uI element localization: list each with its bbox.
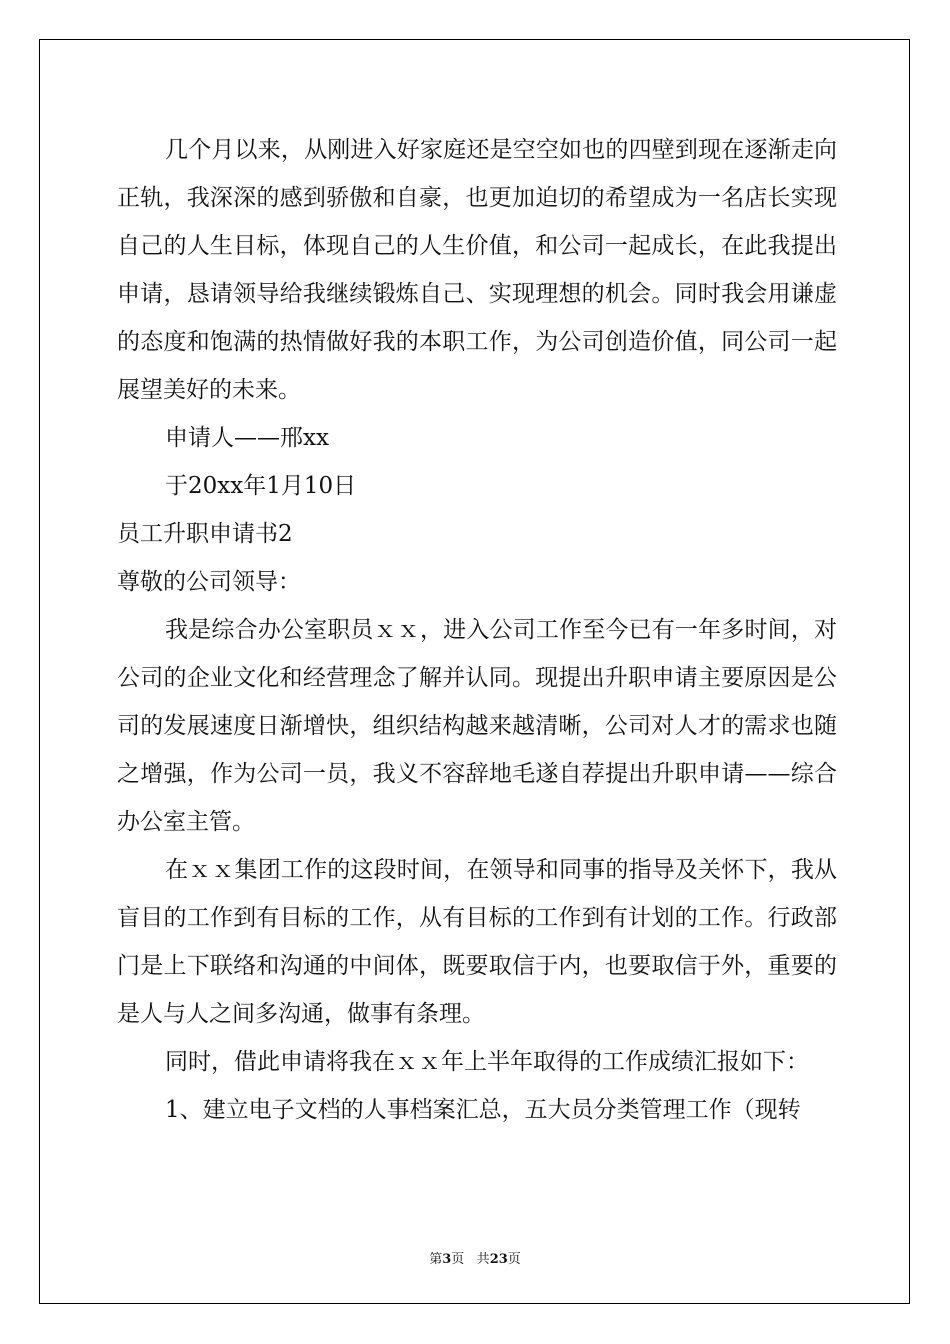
footer-prefix: 第 — [429, 1252, 443, 1267]
footer-total-prefix: 共 — [476, 1252, 490, 1267]
applicant-signature: 申请人——邢xx — [165, 425, 329, 451]
paragraph-report-intro: 同时，借此申请将我在ｘｘ年上半年取得的工作成绩汇报如下： — [165, 1049, 809, 1075]
footer-total-pages: 23 — [489, 1252, 508, 1267]
footer-page-suffix: 页 — [451, 1252, 465, 1267]
paragraph-self-intro: 我是综合办公室职员ｘｘ，进入公司工作至今已有一年多时间，对公司的企业文化和经营理念了解并认同。现提出升职申请主要原因是公司的发展速度日渐增快，组织结构越来越清晰，公司对人才的需求也随之增强，作为公司一员，我义不容辞地毛遂自荐提出升职申请——综合办公室主管。 — [117, 617, 837, 835]
document-body — [117, 126, 837, 1134]
footer-total-suffix: 页 — [507, 1252, 521, 1267]
salutation: 尊敬的公司领导： — [117, 569, 301, 595]
list-item-1: 1、建立电子文档的人事档案汇总，五大员分类管理工作（现转 — [165, 1097, 801, 1123]
page-footer — [0, 1248, 950, 1267]
section-title: 员工升职申请书2 — [117, 521, 293, 547]
paragraph-intro: 几个月以来，从刚进入好家庭还是空空如也的四壁到现在逐渐走向正轨，我深深的感到骄傲和自豪，也更加迫切的希望成为一名店长实现自己的人生目标，体现自己的人生价值，和公司一起成长，在此我提出申请，恳请领导给我继续锻炼自己、实现理想的机会。同时我会用谦虚的态度和饱满的热情做好我的本职工作，为公司创造价值，同公司一起展望美好的未来。 — [117, 137, 837, 403]
footer-current-page: 3 — [442, 1252, 452, 1267]
application-date: 于20xx年1月10日 — [165, 473, 357, 499]
paragraph-experience: 在ｘｘ集团工作的这段时间，在领导和同事的指导及关怀下，我从盲目的工作到有目标的工作，从有目标的工作到有计划的工作。行政部门是上下联络和沟通的中间体，既要取信于内，也要取信于外，重要的是人与人之间多沟通，做事有条理。 — [117, 857, 837, 1027]
